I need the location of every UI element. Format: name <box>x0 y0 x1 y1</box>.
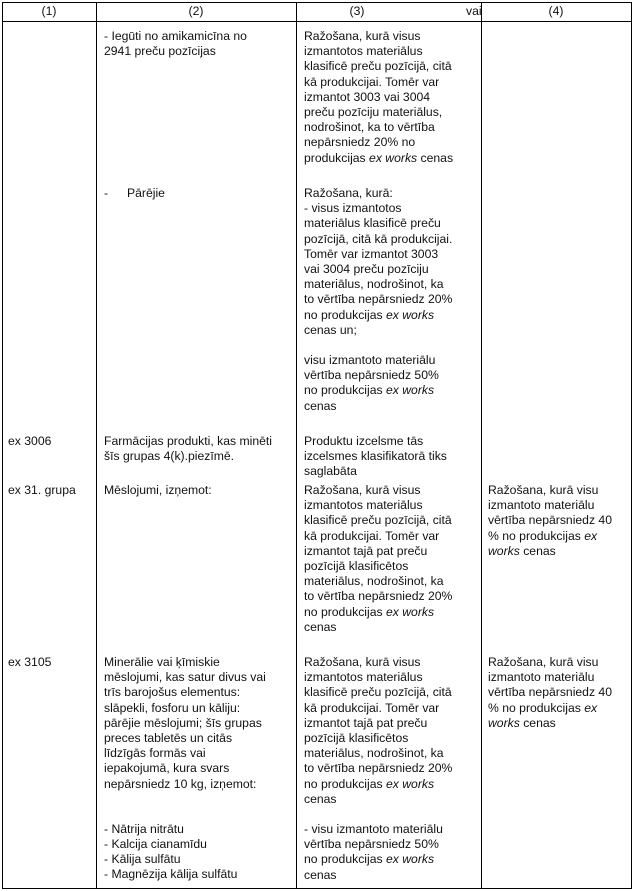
text-line: izmantoto materiālu <box>488 670 595 685</box>
text-run: no produkcijas <box>304 776 386 791</box>
text-line: izmantot tajā pat preču <box>304 715 428 730</box>
column-divider-1-2 <box>96 2 97 889</box>
text-line: visu izmantoto materiālu <box>304 353 436 368</box>
text-line: Ražošana, kurā visus <box>304 655 421 669</box>
text-line: materiālus, nodrošinot, ka <box>304 746 444 761</box>
text-line: vērtība nepārsniedz 50% <box>304 837 439 852</box>
text-line: vai 3004 preču pozīciju <box>304 262 429 277</box>
row-ex3006-code: ex 3006 <box>8 434 52 448</box>
text-line <box>304 151 453 166</box>
text-line: iepakojumā, kura svars <box>104 761 230 776</box>
text-line: izmantot tajā pat preču <box>304 543 428 558</box>
text-line <box>488 701 612 716</box>
text-line: pozīcijā klasificētos <box>304 559 409 574</box>
italic-term: ex works <box>385 852 435 867</box>
text-line: Produktu izcelsme tās <box>304 434 424 448</box>
paragraph-gap <box>304 338 452 353</box>
text-line: izmantotos materiālus <box>304 670 423 685</box>
text-line: nepārsniedz 20% no <box>304 135 416 150</box>
row-amikamicina-col2 <box>104 29 247 59</box>
text-line: klasificē preču pozīcijā, citā <box>304 59 452 74</box>
text-run: no produkcijas <box>304 604 386 619</box>
text-line: Ražošana, kurā visus <box>304 29 421 43</box>
text-run: cenas <box>519 715 556 730</box>
text-run: no produkcijas <box>304 383 386 398</box>
header-vai: vai <box>466 4 482 18</box>
text-line: šīs grupas 4(k).piezīmē. <box>104 449 235 464</box>
table-bottom-border <box>2 888 632 889</box>
row-amikamicina-col3 <box>304 29 453 166</box>
italic-term: ex works <box>385 604 435 619</box>
italic-term: works <box>488 543 520 558</box>
row-ex31-col4 <box>488 483 612 559</box>
italic-term: ex <box>584 700 598 715</box>
text-line: kā produkcijai. Tomēr var <box>304 74 440 89</box>
text-line: cenas <box>304 398 337 413</box>
text-line <box>304 383 452 398</box>
text-line: izcelsmes klasifikatorā tiks <box>304 449 447 464</box>
text-line: izmantotos materiālus <box>304 44 423 59</box>
header-col2: (2) <box>188 4 204 18</box>
text-line: materiālus klasificē preču <box>304 216 441 231</box>
text-line: - Nātrija nitrātu <box>104 821 184 836</box>
italic-term: ex works <box>385 307 435 322</box>
text-line: preču pozīciju materiālus, <box>304 105 443 120</box>
text-line: klasificē preču pozīcijā, citā <box>304 513 452 528</box>
row-ex31-col2: Mēslojumi, izņemot: <box>104 483 212 497</box>
text-run: no produkcijas <box>304 852 386 867</box>
text-line: Ražošana, kurā visu <box>488 655 599 669</box>
text-line: vērtība nepārsniedz 40 <box>488 513 612 528</box>
text-line: izmantoto materiālu <box>488 498 595 513</box>
text-line: materiālus, nodrošinot, ka <box>304 574 444 589</box>
text-line: saglabāta <box>304 464 357 479</box>
text-line: kā produkcijai. Tomēr var <box>304 528 440 543</box>
text-line: cenas <box>304 867 337 882</box>
text-line: materiālus, nodrošinot, ka <box>304 277 444 292</box>
text-line: - Kālija sulfātu <box>104 852 181 867</box>
header-bottom-border <box>2 21 632 22</box>
text-line: preces tabletēs un citās <box>104 731 233 746</box>
italic-term: ex works <box>385 383 435 398</box>
row-ex31-col3 <box>304 483 452 635</box>
row-parejie-col2: Pārējie <box>127 186 165 200</box>
text-line <box>304 777 452 792</box>
italic-term: works <box>488 715 520 730</box>
text-line: nodrošinot, ka to vērtība <box>304 120 435 135</box>
column-border-left <box>2 2 3 889</box>
row-ex31-code: ex 31. grupa <box>8 483 76 497</box>
text-line <box>304 852 452 867</box>
text-line: vērtība nepārsniedz 40 <box>488 685 612 700</box>
text-line: izmantot 3003 vai 3004 <box>304 89 431 104</box>
text-line: Farmācijas produkti, kas minēti <box>104 434 272 448</box>
text-line <box>488 529 612 544</box>
row-ex3105-col3 <box>304 655 452 883</box>
text-line: Ražošana, kurā visu <box>488 483 599 497</box>
text-line: - Iegūti no amikamicīna no <box>104 29 247 43</box>
text-line <box>488 716 612 731</box>
text-line: to vērtība nepārsniedz 20% <box>304 292 453 307</box>
text-line: trīs barojošus elementus: <box>104 685 241 700</box>
text-run: cenas <box>519 543 556 558</box>
text-line <box>304 605 452 620</box>
header-col3: (3) <box>349 4 365 18</box>
row-parejie-col3 <box>304 186 452 414</box>
text-line: Ražošana, kurā: <box>304 186 393 200</box>
row-ex3105-code: ex 3105 <box>8 655 52 669</box>
text-line: izmantotos materiālus <box>304 498 423 513</box>
text-run: % no produkcijas <box>488 700 585 715</box>
text-line: Minerālie vai ķīmiskie <box>104 655 220 669</box>
text-line: pozīcijā, citā kā produkcijai. <box>304 231 453 246</box>
text-line: vērtība nepārsniedz 50% <box>304 368 439 383</box>
text-line: līdzīgās formās vai <box>104 746 206 761</box>
text-line: to vērtība nepārsniedz 20% <box>304 761 453 776</box>
text-line: - visus izmantotos <box>304 201 402 216</box>
header-col4: (4) <box>548 4 564 18</box>
paragraph-gap <box>304 807 452 822</box>
paragraph-gap <box>104 807 266 822</box>
row-ex3006-col3 <box>304 434 447 480</box>
text-line: kā produkcijai. Tomēr var <box>304 700 440 715</box>
row-parejie-dash: - <box>104 186 109 200</box>
text-line <box>304 308 452 323</box>
column-border-right <box>631 2 632 889</box>
text-line: cenas un; <box>304 322 357 337</box>
text-run: no produkcijas <box>304 307 386 322</box>
text-line: klasificē preču pozīcijā, citā <box>304 685 452 700</box>
text-line: - Kalcija cianamīdu <box>104 837 207 852</box>
row-ex3105-col4 <box>488 655 612 731</box>
text-line: nepārsniedz 10 kg, izņemot: <box>104 776 257 791</box>
column-divider-3-4 <box>481 2 482 889</box>
paragraph-gap <box>104 792 266 807</box>
italic-term: ex works <box>385 776 435 791</box>
text-line: cenas <box>304 791 337 806</box>
text-line: to vērtība nepārsniedz 20% <box>304 589 453 604</box>
text-line: pārējie mēslojumi; šīs grupas <box>104 715 262 730</box>
text-line: cenas <box>304 619 337 634</box>
text-run: cenas <box>417 150 454 165</box>
text-line: pozīcijā klasificētos <box>304 731 409 746</box>
row-ex3006-col2 <box>104 434 272 464</box>
text-line: slāpekli, fosforu un kāliju: <box>104 700 241 715</box>
text-line: - Magnēzija kālija sulfātu <box>104 867 238 882</box>
column-divider-2-3 <box>296 2 297 889</box>
text-run: produkcijas <box>304 150 370 165</box>
text-line <box>488 544 612 559</box>
italic-term: ex works <box>369 150 418 165</box>
italic-term: ex <box>584 528 598 543</box>
text-line: Ražošana, kurā visus <box>304 483 421 497</box>
row-ex3105-col2 <box>104 655 266 883</box>
text-line: - visu izmantoto materiālu <box>304 822 443 837</box>
text-line: 2941 preču pozīcijas <box>104 44 216 59</box>
text-line: mēslojumi, kas satur divus vai <box>104 670 266 685</box>
text-line: Tomēr var izmantot 3003 <box>304 246 439 261</box>
header-col1: (1) <box>41 4 57 18</box>
text-run: % no produkcijas <box>488 528 585 543</box>
table-top-border <box>2 2 632 3</box>
